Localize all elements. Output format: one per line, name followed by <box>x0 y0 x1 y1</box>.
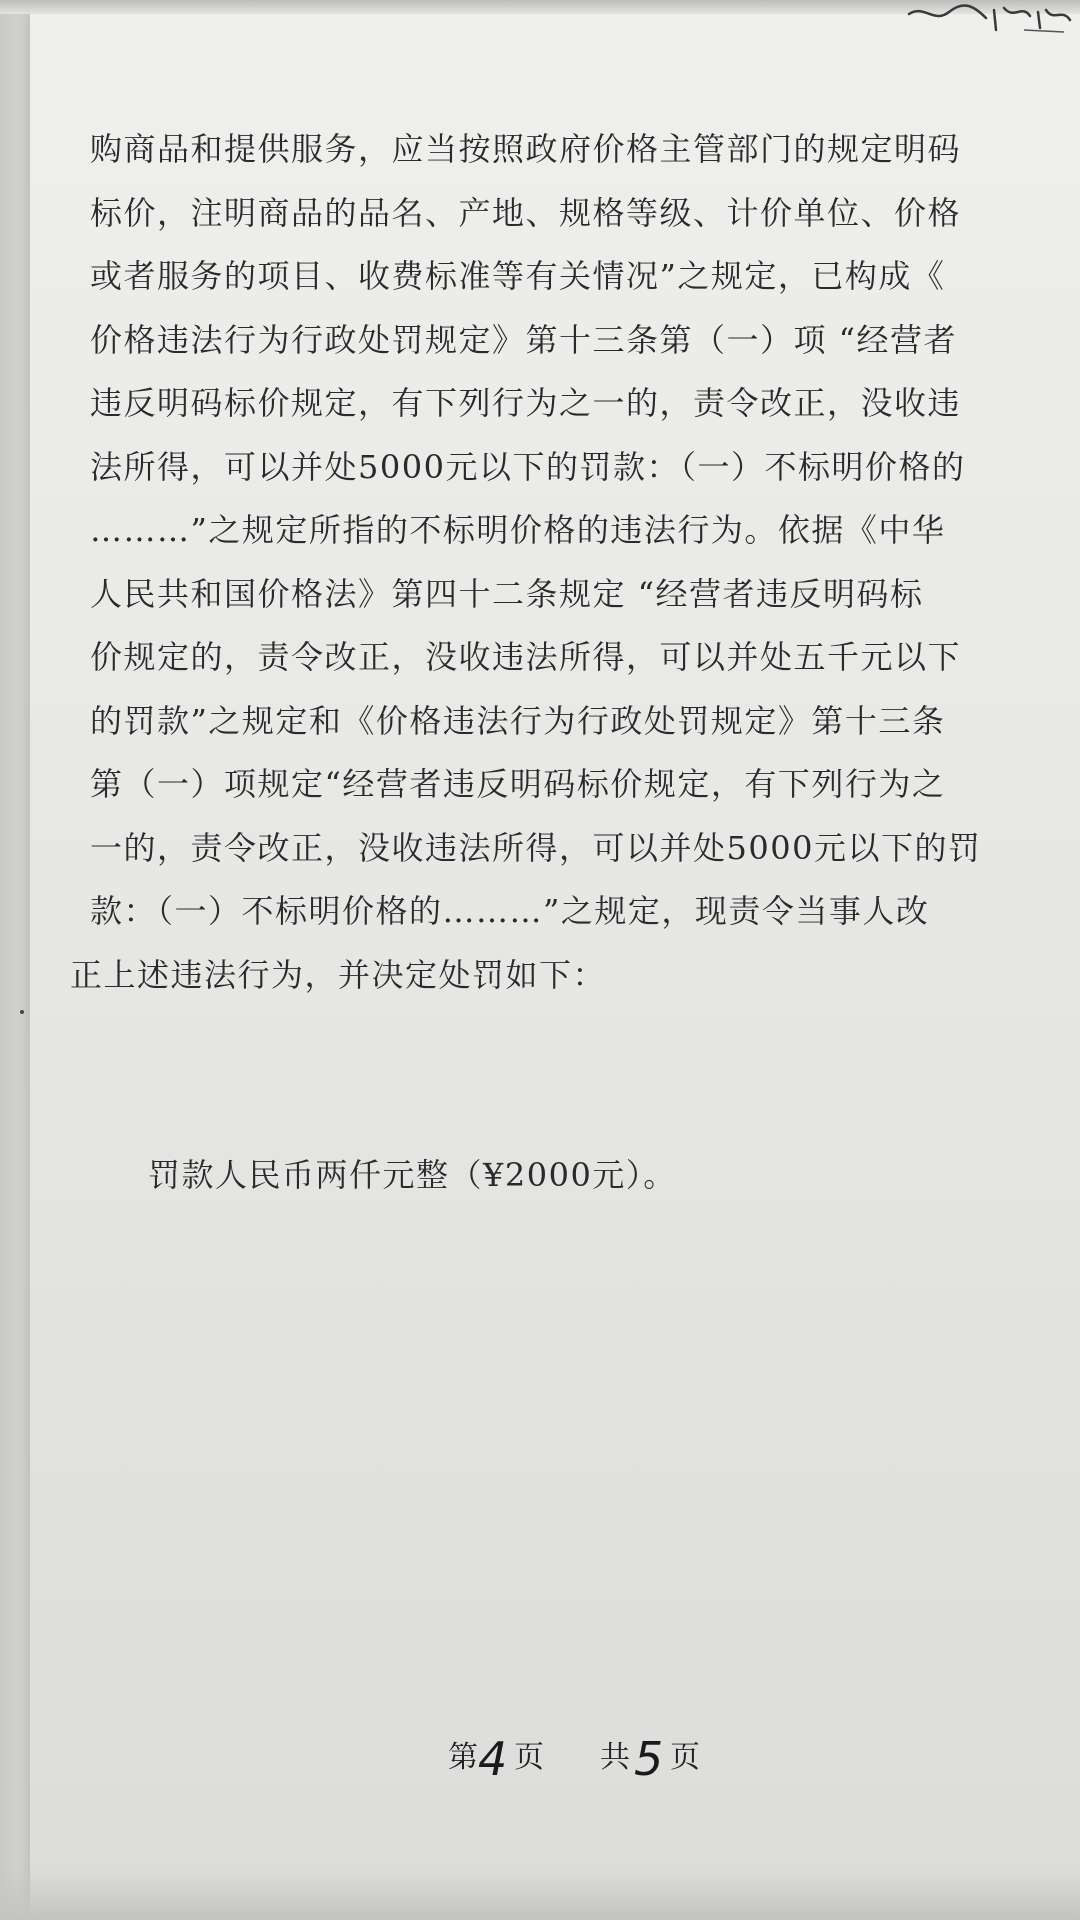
body-line-13: 款：（一）不标明价格的………”之规定，现责令当事人改 <box>90 892 930 930</box>
body-line-2: 标价，注明商品的品名、产地、规格等级、计价单位、价格 <box>90 193 962 232</box>
handwritten-page-number: 4 <box>478 1732 508 1786</box>
body-line-9: 价规定的，责令改正，没收违法所得，可以并处五千元以下 <box>90 638 962 676</box>
footer-total-word: 页 <box>670 1740 700 1775</box>
body-line-14: 正上述违法行为，并决定处罚如下： <box>70 955 607 994</box>
footer-prefix: 第 <box>448 1740 478 1775</box>
footer-total-prefix: 共 <box>600 1740 630 1775</box>
body-line-10: 的罚款”之规定和《价格违法行为行政处罚规定》第十三条 <box>90 701 946 740</box>
body-line-11: 第（一）项规定“经营者违反明码标价规定，有下列行为之 <box>90 765 946 803</box>
body-line-7: ………”之规定所指的不标明价格的违法行为。依据《中华 <box>90 511 946 549</box>
handwritten-total-pages: 5 <box>634 1732 664 1786</box>
body-line-4: 价格违法行为行政处罚规定》第十三条第（一）项 “经营者 <box>90 320 958 359</box>
document-body <box>70 118 1000 1007</box>
body-line-6: 法所得，可以并处5000元以下的罚款：（一）不标明价格的 <box>90 447 966 486</box>
page-footer <box>448 1722 728 1786</box>
body-line-1: 购商品和提供服务，应当按照政府价格主管部门的规定明码 <box>90 130 962 168</box>
page-bottom-shadow <box>0 1868 1080 1920</box>
body-line-5: 违反明码标价规定，有下列行为之一的，责令改正，没收违 <box>90 384 962 422</box>
body-line-8: 人民共和国价格法》第四十二条规定 “经营者违反明码标 <box>90 574 924 613</box>
footer-page-word: 页 <box>514 1740 544 1775</box>
body-line-3: 或者服务的项目、收费标准等有关情况”之规定，已构成《 <box>90 257 946 295</box>
penalty-statement: 罚款人民币两仟元整（¥2000元）。 <box>148 1156 677 1194</box>
body-line-12: 一的，责令改正，没收违法所得，可以并处5000元以下的罚 <box>90 828 982 867</box>
handwriting-scribble-icon <box>904 0 1074 44</box>
stray-ink-mark <box>20 1010 24 1014</box>
